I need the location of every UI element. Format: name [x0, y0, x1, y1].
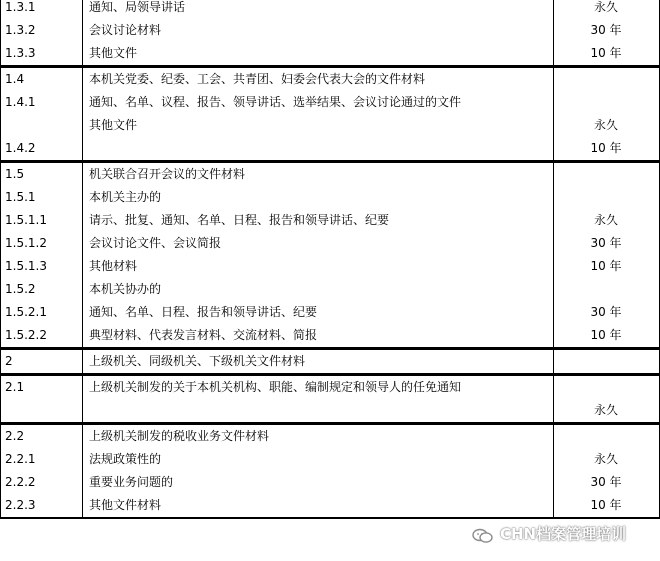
- row-title: 其他材料: [89, 259, 138, 273]
- table-row: [1, 425, 659, 448]
- row-code: 2.1: [5, 380, 25, 394]
- table-row: [1, 137, 659, 160]
- row-code: 1.3.1: [5, 0, 36, 14]
- row-period: 永久: [593, 452, 618, 466]
- row-code: 1.3.2: [5, 23, 36, 37]
- table-row: [1, 255, 659, 278]
- row-period: 10 年: [590, 498, 622, 512]
- watermark-text: CHN档案管理培训: [500, 525, 627, 543]
- row-title: 本机关主办的: [89, 190, 162, 204]
- table-row: [1, 42, 659, 65]
- table-group: [0, 423, 660, 519]
- table-group: [0, 161, 660, 348]
- row-period: 10 年: [590, 141, 622, 155]
- row-code: 1.5.2: [5, 282, 36, 296]
- row-period: 30 年: [590, 23, 622, 37]
- row-code: 1.5.1.2: [5, 236, 47, 250]
- row-code: 1.5.1.3: [5, 259, 47, 273]
- row-period: 10 年: [590, 46, 622, 60]
- row-period: 永久: [593, 213, 618, 227]
- row-title: 请示、批复、通知、名单、日程、报告和领导讲话、纪要: [89, 213, 390, 227]
- row-title: 上级机关、同级机关、下级机关文件材料: [89, 354, 306, 368]
- row-period: 永久: [593, 118, 618, 132]
- row-period: 永久: [593, 0, 618, 14]
- row-title: 会议讨论材料: [89, 23, 162, 37]
- row-code: 1.4.2: [5, 141, 36, 155]
- wechat-icon: [472, 527, 494, 543]
- table-row: [1, 376, 659, 399]
- row-title: 法规政策性的: [89, 452, 162, 466]
- row-title: 其他文件: [89, 118, 138, 132]
- row-code: 1.4.1: [5, 95, 36, 109]
- table-row: [1, 209, 659, 232]
- row-title: 机关联合召开会议的文件材料: [89, 167, 246, 181]
- table-row: [1, 301, 659, 324]
- row-code: 1.3.3: [5, 46, 36, 60]
- table-group: [0, 66, 660, 161]
- row-title: 通知、名单、议程、报告、领导讲话、选举结果、会议讨论通过的文件: [89, 95, 462, 109]
- table-row: [1, 278, 659, 301]
- row-period: 30 年: [590, 475, 622, 489]
- table-row: [1, 324, 659, 347]
- row-title: 其他文件材料: [89, 498, 162, 512]
- table-row: [1, 350, 659, 373]
- row-period: 10 年: [590, 328, 622, 342]
- row-code: 1.5: [5, 167, 25, 181]
- row-title: 其他文件: [89, 46, 138, 60]
- row-title: 通知、局领导讲话: [89, 0, 186, 14]
- row-title: 重要业务问题的: [89, 475, 174, 489]
- table-group: [0, 348, 660, 374]
- table-group: [0, 374, 660, 423]
- table-row: [1, 91, 659, 114]
- row-period: 30 年: [590, 236, 622, 250]
- row-code: 1.5.2.1: [5, 305, 47, 319]
- row-period: 10 年: [590, 259, 622, 273]
- row-code: 1.5.1.1: [5, 213, 47, 227]
- row-code: 1.4: [5, 72, 25, 86]
- row-title: 上级机关制发的税收业务文件材料: [89, 429, 270, 443]
- row-title: 典型材料、代表发言材料、交流材料、简报: [89, 328, 318, 342]
- row-code: 2.2.1: [5, 452, 36, 466]
- table-row: [1, 163, 659, 186]
- table-row: [1, 68, 659, 91]
- table-row: [1, 0, 659, 19]
- row-code: 2.2: [5, 429, 25, 443]
- row-code: 1.5.1: [5, 190, 36, 204]
- watermark: [472, 522, 626, 546]
- table-row: [1, 448, 659, 471]
- table-row: [1, 19, 659, 42]
- row-code: 2.2.2: [5, 475, 36, 489]
- row-title: 本机关党委、纪委、工会、共青团、妇委会代表大会的文件材料: [89, 72, 426, 86]
- table-row: [1, 232, 659, 255]
- row-title: 本机关协办的: [89, 282, 162, 296]
- table-group: [0, 0, 660, 66]
- table-row: [1, 494, 659, 517]
- row-title: 会议讨论文件、会议简报: [89, 236, 222, 250]
- row-period: 30 年: [590, 305, 622, 319]
- row-code: 1.5.2.2: [5, 328, 47, 342]
- row-title: 上级机关制发的关于本机关机构、职能、编制规定和领导人的任免通知: [89, 380, 462, 394]
- row-period: 永久: [593, 403, 618, 417]
- table-row: [1, 186, 659, 209]
- row-code: 2.2.3: [5, 498, 36, 512]
- row-title: 通知、名单、日程、报告和领导讲话、纪要: [89, 305, 318, 319]
- table-row: [1, 399, 659, 422]
- table-row: [1, 114, 659, 137]
- row-code: 2: [5, 354, 13, 368]
- table-row: [1, 471, 659, 494]
